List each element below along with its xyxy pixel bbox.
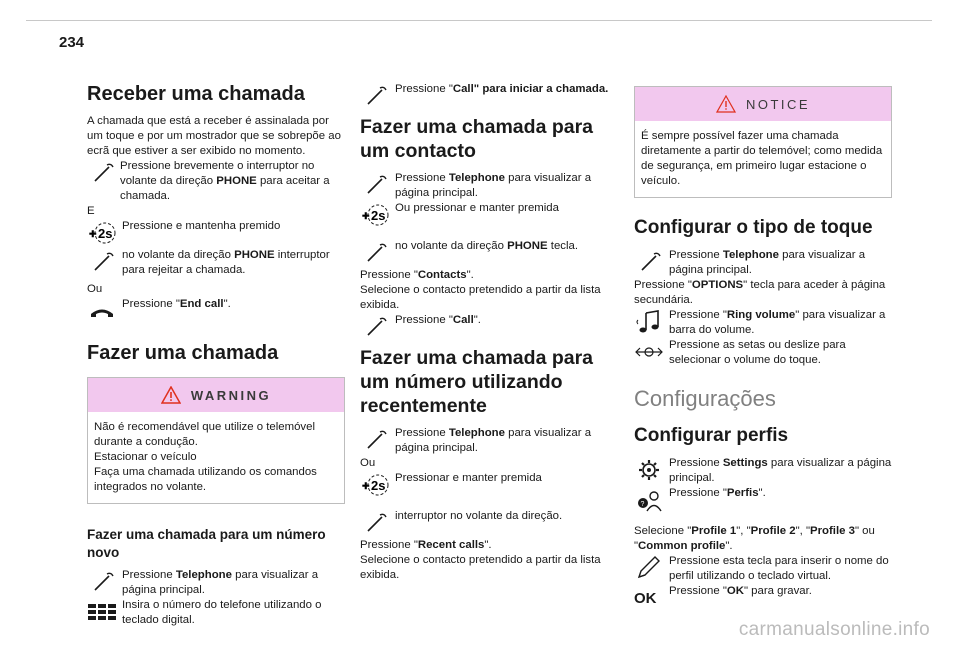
tap-icon [87, 250, 117, 274]
and-label: E [87, 205, 95, 217]
heading-recent-call: Fazer uma chamada para um número utilizando recentemente [360, 347, 594, 417]
heading-receive-call: Receber uma chamada [87, 83, 305, 105]
step-press-hold: ✚ 2s Pressionar e manter premida [360, 471, 618, 495]
notice-title: NOTICE [745, 96, 811, 112]
warning-body: Não é recomendável que utilize o telemóvel durante a condução. Estacionar o veículo Faça uma chamada utilizando os comandos integrados no volante. [94, 421, 317, 493]
step-keypad: Insira o número do telefone utilizando o teclado digital. [87, 598, 345, 628]
svg-text:2s: 2s [371, 478, 386, 493]
svg-text:2s: 2s [371, 208, 386, 223]
select-contact: Selecione o contacto pretendido a partir da lista exibida. [360, 554, 601, 581]
step-accept-call: Pressione brevemente o interruptor no volante da direção PHONE para aceitar a chamada. [87, 159, 345, 204]
step-telephone-main: Pressione Telephone para visualizar a página principal. [634, 248, 892, 278]
column-2 [360, 82, 618, 583]
tap-icon [87, 570, 117, 594]
heading-make-call: Fazer uma chamada [87, 342, 279, 364]
step-reject-call: no volante da direção PHONE interruptor para rejeitar a chamada. [87, 248, 345, 278]
tap-icon [360, 173, 390, 197]
step-press-hold: ✚ 2s Pressione e mantenha premido [87, 219, 345, 234]
notice-body: É sempre possível fazer uma chamada diretamente a partir do telemóvel; como medida de segurança, em primeiro lugar estacione o veículo. [641, 130, 883, 187]
heading-call-contact: Fazer uma chamada para um contacto [360, 116, 594, 162]
tap-icon [360, 315, 390, 339]
heading-settings: Configurações [634, 386, 776, 411]
press-hold-2s-icon [360, 473, 390, 497]
tap-icon [360, 241, 390, 265]
step-steering-switch: interruptor no volante da direção. [360, 509, 618, 524]
step-phone-key: no volante da direção PHONE tecla. [360, 239, 618, 254]
tap-icon [634, 250, 664, 274]
heading-new-number: Fazer uma chamada para um número novo [87, 527, 326, 560]
press-hold-2s-icon [87, 221, 117, 245]
press-hold-2s-icon [360, 203, 390, 227]
or-label: Ou [360, 457, 376, 469]
warning-icon [161, 386, 181, 404]
watermark: carmanualsonline.info [738, 619, 930, 640]
step-telephone-main: Pressione Telephone para visualizar a página principal. [360, 171, 618, 201]
svg-text:✚: ✚ [89, 229, 97, 239]
step-call: Pressione "Call" para iniciar a chamada. [360, 82, 618, 97]
step-edit-name: Pressione esta tecla para inserir o nome do perfil utilizando o teclado virtual. [634, 554, 892, 584]
notice-header [635, 87, 891, 121]
options-instruction: Pressione "OPTIONS" tecla para aceder à página secundária. [634, 279, 886, 306]
step-select-volume: Pressione as setas ou deslize para selecionar o volume do toque. [634, 338, 892, 368]
heading-profiles: Configurar perfis [634, 425, 789, 446]
select-profile: Selecione "Profile 1", "Profile 2", "Profile 3" ou "Common profile". [634, 525, 875, 552]
profile-icon [634, 488, 664, 512]
svg-text:✚: ✚ [362, 481, 370, 491]
tap-icon [360, 84, 390, 108]
warning-title: WARNING [190, 387, 272, 403]
step-call: Pressione "Call". [360, 313, 618, 328]
top-rule [26, 20, 932, 21]
keypad-icon [87, 600, 117, 624]
step-press-hold: ✚ 2s Ou pressionar e manter premida [360, 201, 618, 225]
step-ok: OK Pressione "OK" para gravar. [634, 585, 812, 607]
step-profiles: ? Pressione "Perfis". [634, 486, 892, 510]
svg-text:?: ? [640, 501, 645, 508]
recent-calls-instruction: Pressione "Recent calls". [360, 539, 492, 551]
or-label: Ou [87, 283, 103, 295]
ok-icon: OK [634, 590, 657, 607]
select-contact: Selecione o contacto pretendido a partir da lista exibida. [360, 284, 601, 311]
svg-text:✚: ✚ [362, 211, 370, 221]
end-call-icon [87, 299, 117, 323]
heading-ring-type: Configurar o tipo de toque [634, 217, 873, 238]
step-settings: Pressione Settings para visualizar a página principal. [634, 456, 892, 486]
notice-icon [716, 95, 736, 113]
svg-text:2s: 2s [98, 226, 113, 241]
page-number: 234 [59, 34, 85, 51]
notice-box [634, 86, 892, 198]
warning-box [87, 377, 345, 504]
step-end-call: Pressione "End call". [87, 297, 345, 319]
contacts-instruction: Pressione "Contacts". [360, 269, 474, 281]
warning-header [88, 378, 344, 412]
slide-arrows-icon [634, 340, 664, 364]
pencil-icon [634, 556, 664, 580]
column-1 [87, 82, 345, 628]
tap-icon [87, 161, 117, 185]
tap-icon [360, 511, 390, 535]
step-telephone-main: Pressione Telephone para visualizar a página principal. [87, 568, 345, 598]
step-ring-volume: Pressione "Ring volume" para visualizar a barra do volume. [634, 308, 892, 338]
column-3 [634, 86, 892, 607]
gear-icon [634, 458, 664, 482]
receive-intro: A chamada que está a receber é assinalada por um toque e por um mostrador que se sobrepõe ao ecrã que estiver a ser exibido no momento. [87, 115, 341, 157]
step-telephone-main: Pressione Telephone para visualizar a página principal. [360, 426, 618, 456]
tap-icon [360, 428, 390, 452]
music-note-icon [634, 310, 664, 334]
